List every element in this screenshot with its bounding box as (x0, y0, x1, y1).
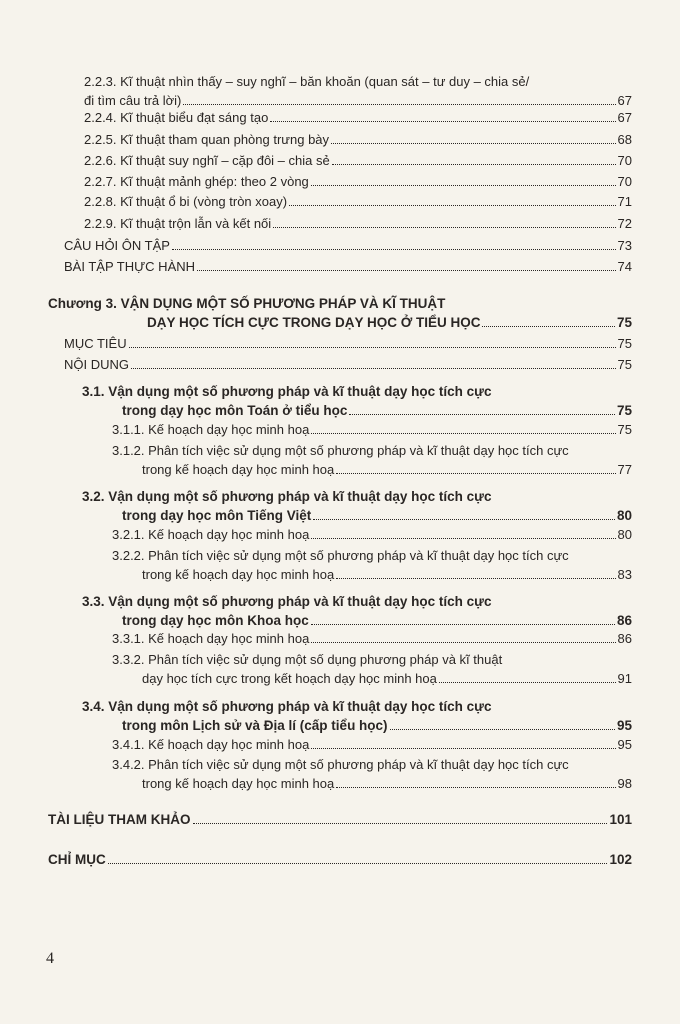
toc-entry-title: 3.2.2. Phân tích việc sử dụng một số phương pháp và kĩ thuật dạy học tích cực (112, 548, 569, 563)
toc-page-number: 86 (616, 613, 632, 628)
toc-entry (112, 757, 632, 792)
toc-entry-title: 3.3.2. Phân tích việc sử dụng một số dụng phương pháp và kĩ thuật (112, 652, 503, 667)
toc-entry-title: trong môn Lịch sử và Địa lí (cấp tiểu học) (122, 718, 388, 733)
toc-page-number: 70 (617, 153, 632, 168)
dot-leader (311, 624, 615, 625)
toc-page-number: 80 (616, 508, 632, 523)
toc-entry-title: 2.2.5. Kĩ thuật tham quan phòng trưng bày (84, 132, 330, 147)
toc-entry (112, 443, 632, 478)
dot-leader (311, 433, 615, 434)
toc-entry-title: TÀI LIỆU THAM KHẢO (48, 812, 191, 827)
toc-entry-title: 2.2.6. Kĩ thuật suy nghĩ – cặp đôi – chia sẻ (84, 153, 330, 168)
dot-leader (270, 121, 615, 122)
dot-leader (197, 270, 616, 271)
toc-entry-title: NỘI DUNG (64, 357, 129, 372)
dot-leader (172, 249, 616, 250)
dot-leader (273, 227, 615, 228)
dot-leader (183, 104, 615, 105)
toc-entry-title: 2.2.4. Kĩ thuật biểu đạt sáng tạo (84, 110, 269, 125)
dot-leader (390, 729, 615, 730)
page-number: 4 (46, 950, 54, 967)
dot-leader (336, 578, 615, 579)
toc-entry (84, 110, 632, 126)
toc-entry (112, 737, 632, 753)
toc-entry-title: 2.2.8. Kĩ thuật ổ bi (vòng tròn xoay) (84, 194, 288, 209)
toc-page-number: 86 (617, 631, 632, 646)
toc-entry (82, 384, 632, 419)
toc-entry-title: CHỈ MỤC (48, 852, 106, 867)
toc-entry (48, 852, 632, 868)
toc-entry (82, 699, 632, 734)
toc-page-number: 75 (617, 336, 632, 351)
toc-page-number: 70 (617, 174, 632, 189)
toc-entry (84, 132, 632, 148)
toc-entry-title: 3.1.2. Phân tích việc sử dụng một số phương pháp và kĩ thuật dạy học tích cực (112, 443, 569, 458)
toc-entry-title: trong kế hoạch dạy học minh hoạ (142, 776, 335, 791)
dot-leader (336, 787, 615, 788)
toc-entry-title: trong kế hoạch dạy học minh hoạ (142, 462, 335, 477)
toc-page-number: 101 (609, 812, 632, 827)
toc-entry-title: 3.2. Vận dụng một số phương pháp và kĩ thuật dạy học tích cực (82, 489, 492, 504)
toc-entry (82, 489, 632, 524)
toc-entry-title: trong dạy học môn Khoa học (122, 613, 309, 628)
toc-entry (84, 174, 632, 190)
toc-entry-title: Chương 3. VẬN DỤNG MỘT SỐ PHƯƠNG PHÁP VÀ KĨ THUẬT (48, 296, 446, 311)
toc-entry-title: 2.2.9. Kĩ thuật trộn lẫn và kết nối (84, 216, 272, 231)
dot-leader (193, 823, 608, 824)
toc-page-number: 73 (617, 238, 632, 253)
toc-entry (64, 238, 632, 254)
toc-entry-title: 3.4.2. Phân tích việc sử dụng một số phương pháp và kĩ thuật dạy học tích cực (112, 757, 569, 772)
dot-leader (439, 682, 616, 683)
toc-entry (82, 594, 632, 629)
toc-entry-title: 3.4.1. Kế hoạch dạy học minh hoạ (112, 737, 310, 752)
toc-page-number: 68 (617, 132, 632, 147)
toc-entry-title: trong dạy học môn Tiếng Việt (122, 508, 312, 523)
toc-entry-title: trong kế hoạch dạy học minh hoạ (142, 567, 335, 582)
toc-entry (48, 812, 632, 828)
toc-entry (84, 194, 632, 210)
toc-page-number: 80 (617, 527, 632, 542)
toc-entry (64, 357, 632, 373)
toc-page-number: 75 (617, 357, 632, 372)
toc-page-number: 75 (616, 403, 632, 418)
toc-page-number: 74 (617, 259, 632, 274)
toc-entry-title: đi tìm câu trả lời) (84, 93, 182, 108)
toc-page-number: 91 (617, 671, 632, 686)
dot-leader (331, 143, 615, 144)
toc-entry-title: 3.4. Vận dụng một số phương pháp và kĩ thuật dạy học tích cực (82, 699, 492, 714)
toc-entry-title: 3.3. Vận dụng một số phương pháp và kĩ thuật dạy học tích cực (82, 594, 492, 609)
dot-leader (131, 368, 616, 369)
dot-leader (349, 414, 615, 415)
dot-leader (313, 519, 615, 520)
toc-entry (112, 548, 632, 583)
toc-entry-title: CÂU HỎI ÔN TẬP (64, 238, 170, 253)
toc-page-number: 75 (616, 315, 632, 330)
toc-entry-title: trong dạy học môn Toán ở tiểu học (122, 403, 348, 418)
toc-entry (48, 296, 632, 331)
toc-page-number: 71 (617, 194, 632, 209)
toc-page-number: 67 (617, 93, 632, 108)
toc-entry (112, 652, 632, 687)
toc-entry-title: BÀI TẬP THỰC HÀNH (64, 259, 196, 274)
toc-entry (112, 422, 632, 438)
toc-entry-title: 3.2.1. Kế hoạch dạy học minh hoạ (112, 527, 310, 542)
dot-leader (108, 863, 608, 864)
toc-page-number: 95 (617, 737, 632, 752)
toc-entry-title: 3.1. Vận dụng một số phương pháp và kĩ thuật dạy học tích cực (82, 384, 492, 399)
dot-leader (311, 538, 615, 539)
dot-leader (289, 205, 615, 206)
toc-entry (64, 259, 632, 275)
toc-entry (112, 631, 632, 647)
toc-page-number: 95 (616, 718, 632, 733)
toc-entry-title: 2.2.3. Kĩ thuật nhìn thấy – suy nghĩ – băn khoăn (quan sát – tư duy – chia sẻ/ (84, 74, 530, 89)
toc-entry (112, 527, 632, 543)
dot-leader (311, 185, 616, 186)
toc-entry-title: 2.2.7. Kĩ thuật mảnh ghép: theo 2 vòng (84, 174, 309, 189)
toc-entry-title: 3.1.1. Kế hoạch dạy học minh hoạ (112, 422, 310, 437)
toc-entry (84, 74, 632, 109)
toc-page-number: 75 (617, 422, 632, 437)
toc-entry-title: MỤC TIÊU (64, 336, 127, 351)
toc-entry (84, 216, 632, 232)
toc-page-number: 77 (617, 462, 632, 477)
toc-page-number: 98 (617, 776, 632, 791)
dot-leader (332, 164, 616, 165)
dot-leader (482, 326, 614, 327)
toc-page-number: 102 (609, 852, 632, 867)
toc-page-number: 72 (617, 216, 632, 231)
dot-leader (311, 748, 615, 749)
toc-entry-title: 3.3.1. Kế hoạch dạy học minh hoạ (112, 631, 310, 646)
toc-entry-title: dạy học tích cực trong kết hoạch dạy học minh hoạ (142, 671, 437, 686)
toc-entry (84, 153, 632, 169)
dot-leader (311, 642, 615, 643)
toc-entry-title: DẠY HỌC TÍCH CỰC TRONG DẠY HỌC Ở TIỂU HỌC (147, 315, 481, 330)
toc-page-number: 83 (617, 567, 632, 582)
toc-page-number: 67 (617, 110, 632, 125)
toc-entry (64, 336, 632, 352)
dot-leader (336, 473, 615, 474)
dot-leader (129, 347, 616, 348)
